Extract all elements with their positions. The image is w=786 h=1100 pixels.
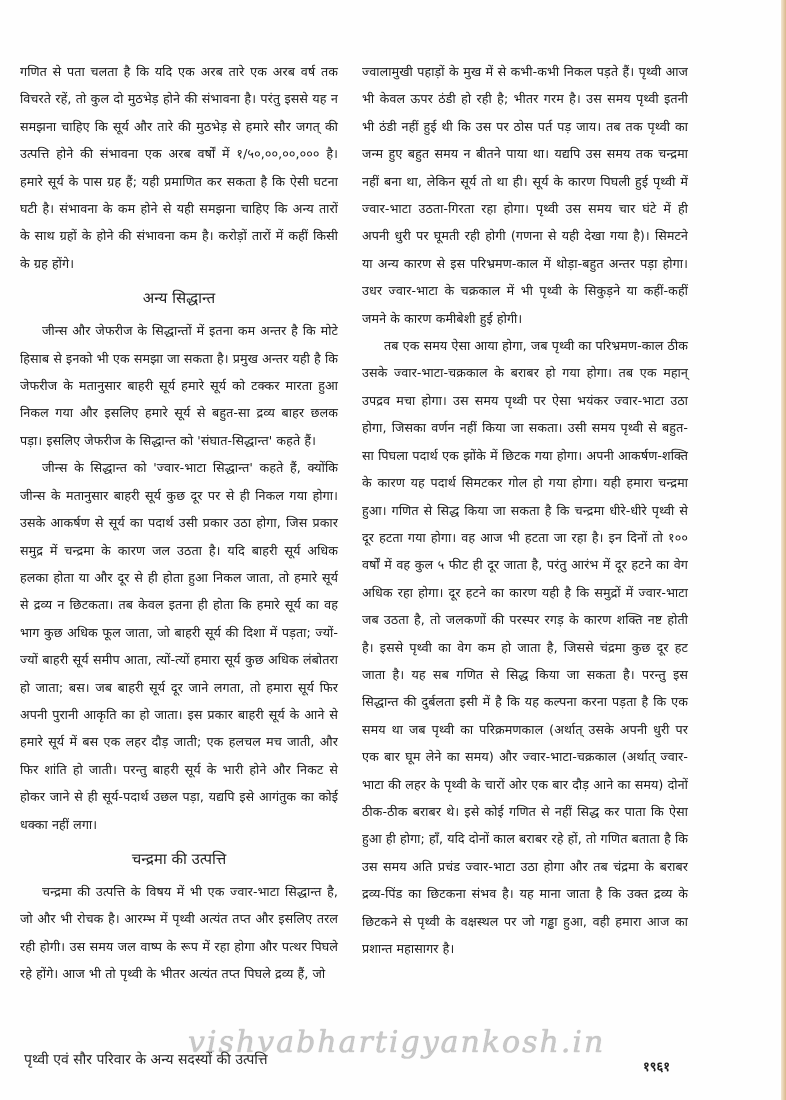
- body-paragraph: तब एक समय ऐसा आया होगा, जब पृथ्वी का परिभ्रमण-काल ठीक उसके ज्वार-भाटा-चक्रकाल के बराबर हो गया होगा। तब एक महान् उपद्रव मचा होगा। उस समय पृथ्वी पर ऐसा भयंकर ज्वार-भाटा उठा होगा, जिसका वर्णन नहीं किया जा सकता। उसी समय पृथ्वी से बहुत-सा पिघला पदार्थ एक झोंके में छिटक गया होगा। अपनी आकर्षण-शक्ति के कारण यह पदार्थ सिमटकर गोल हो गया होगा। यही हमारा चन्द्रमा हुआ। गणित से सिद्ध किया जा सकता है कि चन्द्रमा धीरे-धीरे पृथ्वी से दूर हटता गया होगा। वह आज भी हटता जा रहा है। इन दिनों तो १०० वर्षों में वह कुल ५ फीट ही दूर जाता है, परंतु आरंभ में दूर हटने का वेग अधिक रहा होगा। दूर हटने का कारण यही है कि समुद्रों में ज्वार-भाटा जब उठता है, तो जलकणों की परस्पर रगड़ के कारण शक्ति नष्ट होती है। इससे पृथ्वी का वेग कम हो जाता है, जिससे चंद्रमा कुछ दूर हट जाता है। यह सब गणित से सिद्ध किया जा सकता है। परन्तु इस सिद्धान्त की दुर्बलता इसी में है कि यह कल्पना करना पड़ता है कि एक समय था जब पृथ्वी का परिक्रमणकाल (अर्थात् उसके अपनी धुरी पर एक बार घूम लेने का समय) और ज्वार-भाटा-चक्रकाल (अर्थात् ज्वार-भाटा की लहर के पृथ्वी के चारों ओर एक बार दौड़ आने का समय) दोनों ठीक-ठीक बराबर थे। इसे कोई गणित से नहीं सिद्ध कर पाता कि ऐसा हुआ ही होगा; हाँ, यदि दोनों काल बराबर रहे हों, तो गणित बताता है कि उस समय अति प्रचंड ज्वार-भाटा उठा होगा और तब चंद्रमा के बराबर द्रव्य-पिंड का छिटकना संभव है। यह माना जाता है कि उक्त द्रव्य के छिटकने से पृथ्वी के वक्षस्थल पर जो गड्ढा हुआ, वही हमारा आज का प्रशान्त महासागर है।: [362, 338, 688, 956]
- page-number: १९६१: [643, 1060, 671, 1075]
- body-paragraph: गणित से पता चलता है कि यदि एक अरब तारे एक अरब वर्ष तक विचरते रहें, तो कुल दो मुठभेड़ होने की संभावना है। परंतु इससे यह न समझना चाहिए कि सूर्य और तारे की मुठभेड़ से हमारे सौर जगत् की उत्पत्ति होने की संभावना एक अरब वर्षों में १/५०,००,००,००० है। हमारे सूर्य के पास ग्रह हैं; यही प्रमाणित कर सकता है कि ऐसी घटना घटी है। संभावना के कम होने से यही समझना चाहिए कि अन्य तारों के साथ ग्रहों के होने की संभावना कम है। करोड़ों तारों में कहीं किसी के ग्रह होंगे।: [20, 64, 338, 271]
- left-column: [20, 58, 338, 988]
- running-footer-title: पृथ्वी एवं सौर परिवार के अन्य सदस्यों की उत्पत्ति: [24, 1052, 268, 1068]
- body-paragraph: जीन्स और जेफरीज के सिद्धान्तों में इतना कम अन्तर है कि मोटे हिसाब से इनको भी एक समझा जा सकता है। प्रमुख अन्तर यही है कि जेफरीज के मतानुसार बाहरी सूर्य हमारे सूर्य को टक्कर मारता हुआ निकल गया और इसलिए हमारे सूर्य से बहुत-सा द्रव्य बाहर छलक पड़ा। इसलिए जेफरीज के सिद्धान्त को 'संघात-सिद्धान्त' कहते हैं।: [20, 323, 338, 448]
- section-heading-other-theories: अन्य सिद्धान्त: [142, 289, 216, 308]
- body-paragraph: ज्वालामुखी पहाड़ों के मुख में से कभी-कभी निकल पड़ते हैं। पृथ्वी आज भी केवल ऊपर ठंडी हो रही है; भीतर गरम है। उस समय पृथ्वी इतनी भी ठंडी नहीं हुई थी कि उस पर ठोस पर्त पड़ जाय। तब तक पृथ्वी का जन्म हुए बहुत समय न बीतने पाया था। यद्यपि उस समय तक चन्द्रमा नहीं बना था, लेकिन सूर्य तो था ही। सूर्य के कारण पिघली हुई पृथ्वी में ज्वार-भाटा उठता-गिरता रहा होगा। पृथ्वी उस समय चार घंटे में ही अपनी धुरी पर घूमती रही होगी (गणना से यही देखा गया है)। सिमटने या अन्य कारण से इस परिभ्रमण-काल में थोड़ा-बहुत अन्तर पड़ा होगा। उधर ज्वार-भाटा के चक्रकाल में भी पृथ्वी के सिकुड़ने या कहीं-कहीं जमने के कारण कमीबेशी हुई होगी।: [362, 64, 688, 326]
- right-column: [362, 58, 688, 962]
- body-paragraph: चन्द्रमा की उत्पत्ति के विषय में भी एक ज्वार-भाटा सिद्धान्त है, जो और भी रोचक है। आरम्भ में पृथ्वी अत्यंत तप्त और इसलिए तरल रही होगी। उस समय जल वाष्प के रूप में रहा होगा और पत्थर पिघले रहे होंगे। आज भी तो पृथ्वी के भीतर अत्यंत तप्त पिघले द्रव्य हैं, जो: [20, 883, 338, 982]
- page-edge: [781, 0, 786, 1100]
- body-paragraph: जीन्स के सिद्धान्त को 'ज्वार-भाटा सिद्धान्त' कहते हैं, क्योंकि जीन्स के मतानुसार बाहरी सूर्य कुछ दूर पर से ही निकल गया होगा। उसके आकर्षण से सूर्य का पदार्थ उसी प्रकार उठा होगा, जिस प्रकार समुद्र में चन्द्रमा के कारण जल उठता है। यदि बाहरी सूर्य अधिक हलका होता या और दूर से ही होता हुआ निकल जाता, तो हमारे सूर्य से द्रव्य न छिटकता। तब केवल इतना ही होता कि हमारे सूर्य का वह भाग कुछ अधिक फूल जाता, जो बाहरी सूर्य की दिशा में पड़ता; ज्यों-ज्यों बाहरी सूर्य समीप आता, त्यों-त्यों हमारा सूर्य कुछ अधिक लंबोतरा हो जाता; बस। जब बाहरी सूर्य दूर जाने लगता, तो हमारा सूर्य फिर अपनी पुरानी आकृति का हो जाता। इस प्रकार बाहरी सूर्य के आने से हमारे सूर्य में बस एक लहर दौड़ जाती; एक हलचल मच जाती, और फिर शांति हो जाती। परन्तु बाहरी सूर्य के भारी होने और निकट से होकर जाने से ही सूर्य-पदार्थ उछल पड़ा, यद्यपि इसे आगंतुक का कोई धक्का नहीं लगा।: [20, 460, 338, 832]
- watermark: vishvabhartigyankosh.in: [188, 1025, 606, 1060]
- section-heading-moon-origin: चन्द्रमा की उत्पत्ति: [131, 849, 227, 868]
